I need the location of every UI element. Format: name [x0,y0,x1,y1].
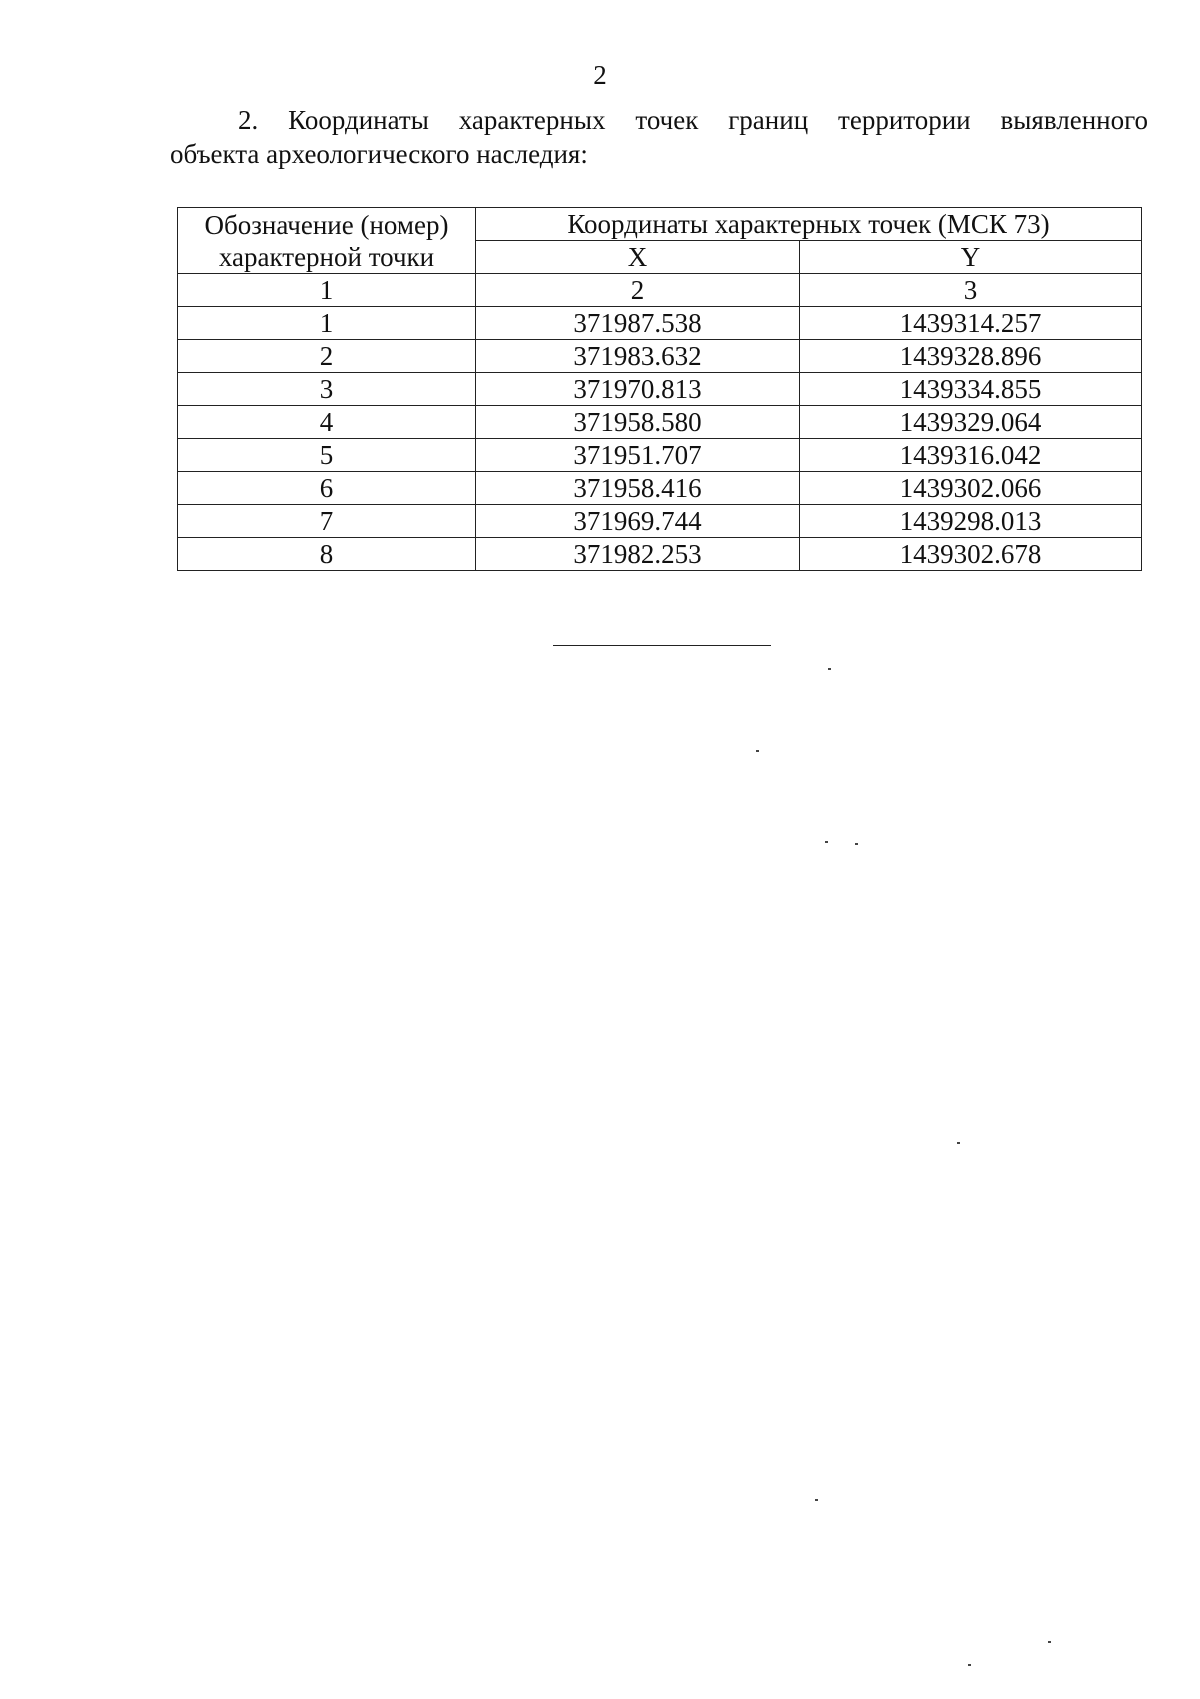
scan-speck [828,668,831,670]
scan-speck [815,1499,818,1501]
x-cell: 371970.813 [476,373,800,406]
table-row [178,307,1142,340]
table-row [178,340,1142,373]
coordinates-table [177,207,1142,571]
y-cell: 1439329.064 [800,406,1142,439]
point-header-cell: Обозначение (номер) характерной точки [178,208,476,274]
point-cell: 6 [178,472,476,505]
point-cell: 2 [178,340,476,373]
coords-header-cell: Координаты характерных точек (МСК 73) [476,208,1142,241]
x-cell: 371958.416 [476,472,800,505]
page-number: 2 [593,60,607,90]
table-row [178,439,1142,472]
column-number-cell: 2 [476,274,800,307]
point-cell: 1 [178,307,476,340]
column-number-cell: 3 [800,274,1142,307]
point-cell: 8 [178,538,476,571]
intro-line-2: объекта археологического наследия: [170,139,588,169]
table-header-row [178,208,1142,241]
table-row [178,538,1142,571]
table-row [178,505,1142,538]
x-cell: 371987.538 [476,307,800,340]
column-numbers-row [178,274,1142,307]
scan-speck [825,841,828,843]
point-cell: 4 [178,406,476,439]
y-cell: 1439298.013 [800,505,1142,538]
column-number-cell: 1 [178,274,476,307]
scan-speck [756,750,759,752]
x-cell: 371958.580 [476,406,800,439]
y-cell: 1439334.855 [800,373,1142,406]
y-cell: 1439302.678 [800,538,1142,571]
x-cell: 371969.744 [476,505,800,538]
end-of-section-rule [553,645,771,646]
y-cell: 1439302.066 [800,472,1142,505]
table-row [178,472,1142,505]
x-cell: 371982.253 [476,538,800,571]
scan-speck [968,1664,971,1666]
scan-speck [855,843,858,845]
intro-paragraph [170,103,1148,171]
x-cell: 371983.632 [476,340,800,373]
scan-speck [957,1142,960,1144]
scan-speck [1048,1641,1051,1643]
intro-line-1: 2. Координаты характерных точек границ территории выявленного [238,105,1148,135]
table-row [178,373,1142,406]
y-cell: 1439328.896 [800,340,1142,373]
y-cell: 1439314.257 [800,307,1142,340]
point-cell: 7 [178,505,476,538]
table-row [178,406,1142,439]
point-cell: 5 [178,439,476,472]
y-header-cell: Y [800,241,1142,274]
x-header-cell: X [476,241,800,274]
point-cell: 3 [178,373,476,406]
y-cell: 1439316.042 [800,439,1142,472]
x-cell: 371951.707 [476,439,800,472]
